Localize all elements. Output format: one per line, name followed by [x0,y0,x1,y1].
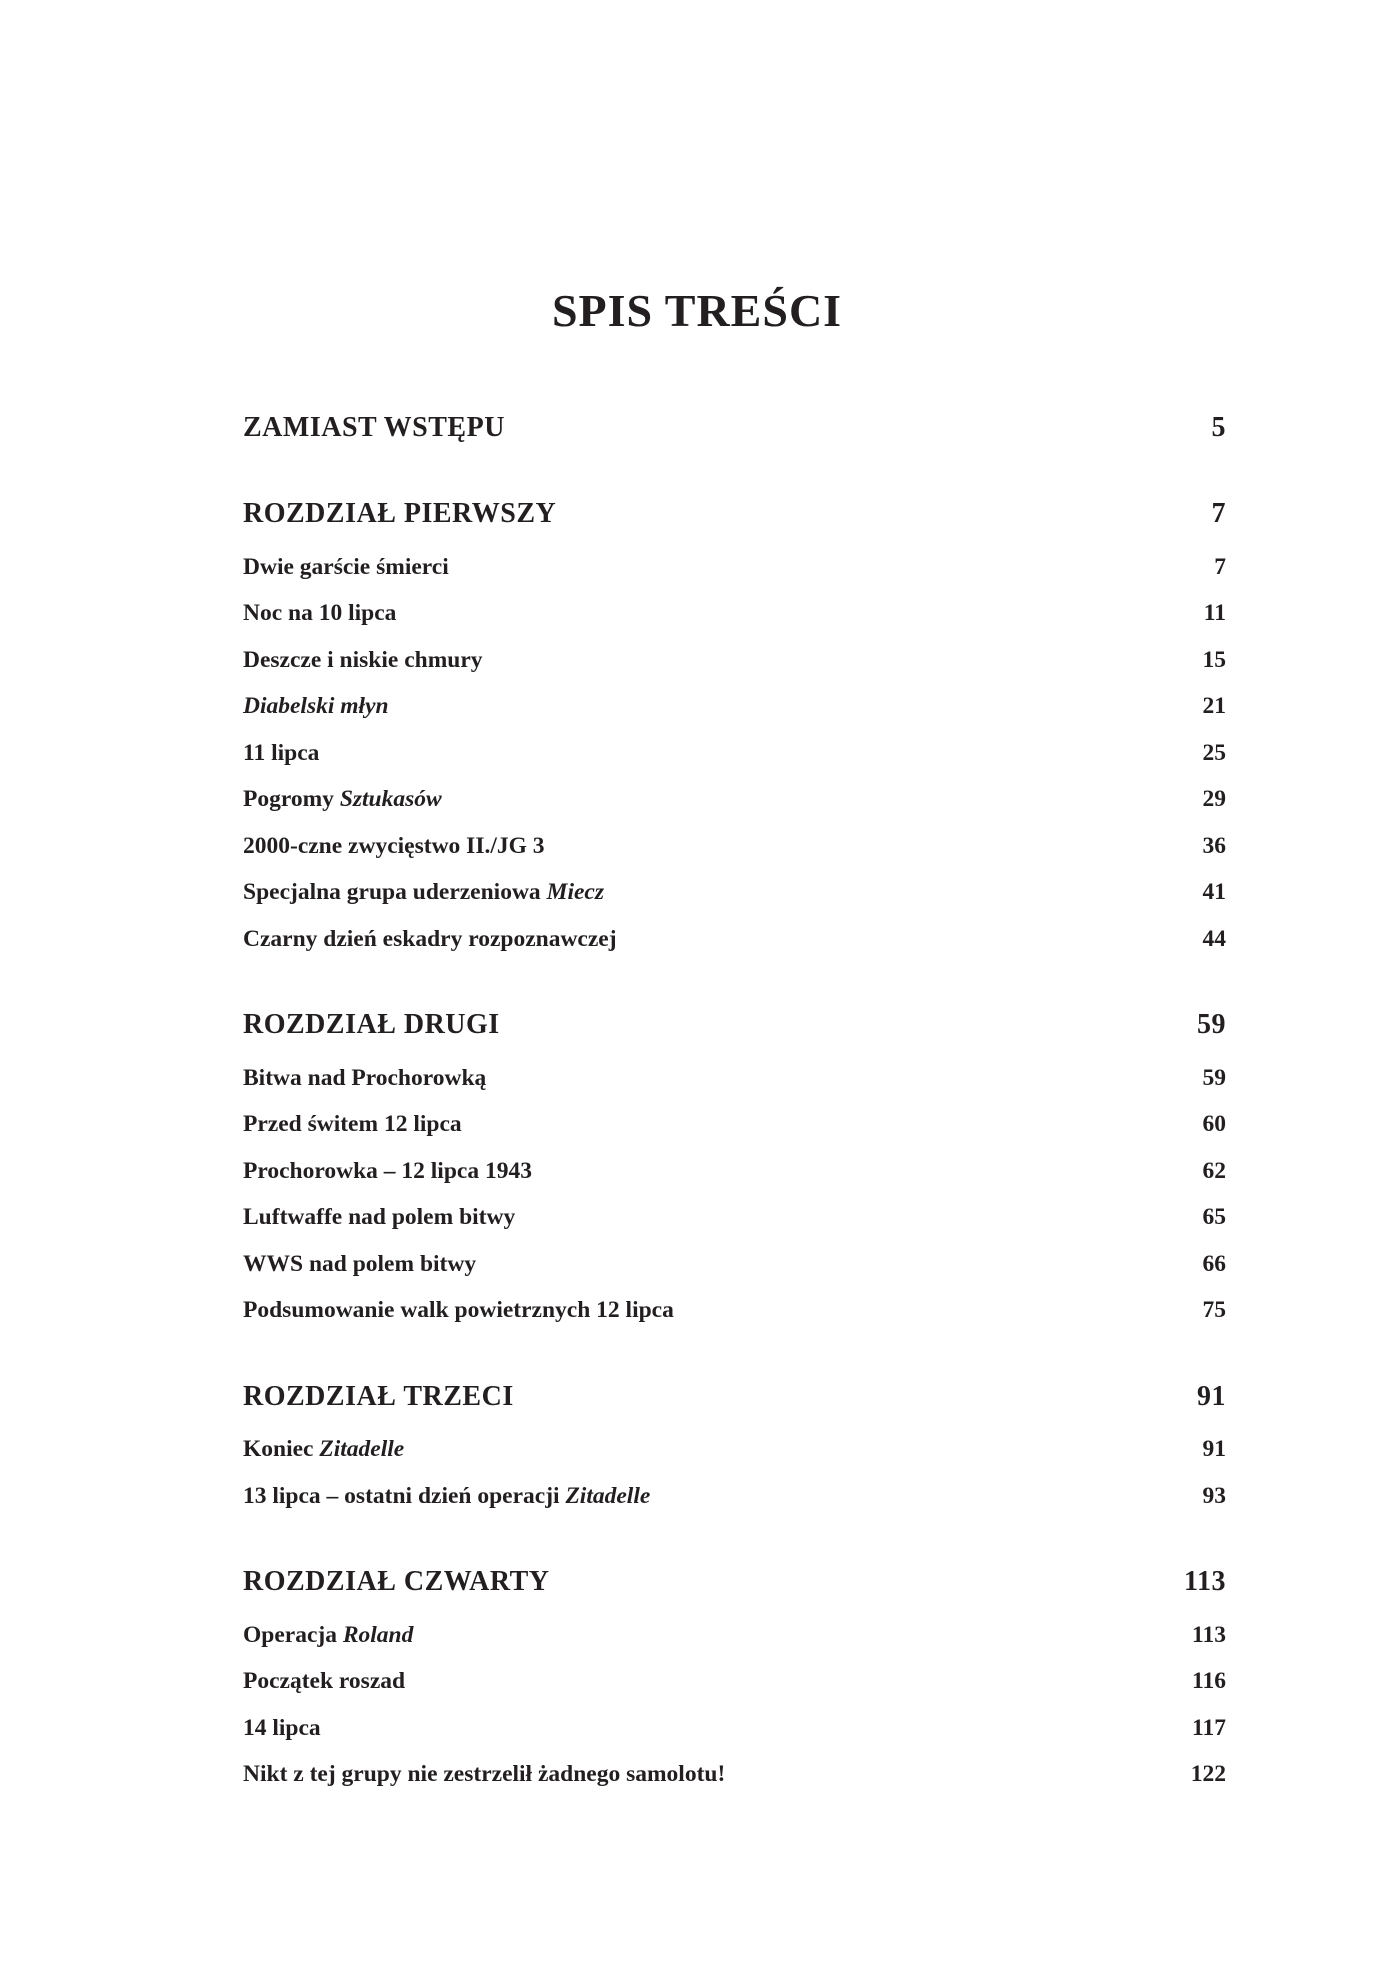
text-segment: Przed świtem 12 lipca [243,1111,462,1137]
toc-entry-title [243,1761,725,1788]
toc-entry [243,1105,1226,1145]
text-segment: Deszcze i niskie chmury [243,646,483,673]
toc-page-number: 15 [1202,646,1226,673]
text-segment: Operacja [243,1621,343,1648]
toc-chapter [243,1562,1226,1602]
text-segment: Dwie garście śmierci [243,553,449,580]
toc-entry [243,1615,1226,1655]
toc-entry-title [243,1436,404,1463]
text-segment: Czarny dzień eskadry rozpoznawczej [243,925,617,952]
text-segment: 11 lipca [243,739,320,766]
toc-entry [243,780,1226,820]
toc-page-number: 122 [1190,1761,1226,1787]
toc-page-number: 36 [1202,832,1226,859]
toc-page-number: 65 [1202,1204,1226,1230]
toc-page-number: 117 [1192,1714,1226,1741]
toc-chapter [243,1377,1226,1417]
toc-entry-title [243,693,389,720]
text-segment: WWS nad polem bitwy [243,1250,477,1277]
toc-entry-title [243,1381,514,1413]
toc-page-number: 62 [1202,1157,1226,1184]
page-title: SPIS TREŚCI [551,284,843,336]
toc-entry [243,919,1226,959]
text-segment: Początek roszad [243,1668,406,1694]
toc-page-number: 41 [1202,879,1226,905]
toc-entry [243,733,1226,773]
toc-page-number: 116 [1192,1668,1226,1694]
toc-chapter [243,494,1226,534]
toc-entry-title [243,926,617,953]
italic-segment: Zitadelle [565,1482,651,1509]
text-segment: ROZDZIAŁ CZWARTY [243,1566,550,1597]
toc-entry [243,1708,1226,1748]
toc-entry-title [243,412,505,444]
toc-entry-title [243,1566,550,1598]
toc-page-number: 25 [1202,739,1226,766]
text-segment: 13 lipca – ostatni dzień operacji [243,1482,566,1509]
text-segment: 2000-czne zwycięstwo II./JG 3 [243,832,545,859]
toc-entry-title [243,1251,476,1278]
toc-page-number: 11 [1203,600,1226,626]
toc-entry-title [243,1204,515,1231]
toc-entry-title [243,600,396,627]
text-segment: Nikt z tej grupy nie zestrzelił żadnego samolotu! [243,1761,726,1787]
italic-segment: Miecz [546,879,604,905]
italic-segment: Diabelski młyn [243,693,389,719]
text-segment: Koniec [243,1436,320,1462]
toc-chapter [243,408,1226,448]
text-segment: Specjalna grupa uderzeniowa [243,879,547,905]
toc-entry [243,873,1226,913]
toc-entry-title [243,786,442,813]
toc-entry [243,1476,1226,1516]
toc-page-number: 93 [1202,1482,1226,1509]
text-segment: ROZDZIAŁ PIERWSZY [243,498,557,529]
toc-entry [243,1151,1226,1191]
toc-entry-title [243,833,545,860]
italic-segment: Sztukasów [339,786,442,812]
toc-entry-title [243,1622,413,1649]
toc-entry [243,640,1226,680]
toc-page-number: 29 [1202,786,1226,812]
toc-entry [243,1198,1226,1238]
italic-segment: Roland [342,1621,414,1648]
toc-page-number: 91 [1202,1436,1226,1462]
toc-entry-title [243,879,604,906]
toc-chapter [243,1005,1226,1045]
toc-page-number: 91 [1197,1380,1226,1412]
text-segment: Prochorowka – 12 lipca 1943 [243,1157,532,1184]
toc-entry-title [243,498,556,530]
toc-entry-title [243,1668,405,1695]
toc-entry [243,1755,1226,1795]
italic-segment: Zitadelle [319,1436,405,1462]
text-segment: Pogromy [243,786,340,812]
toc-entry [243,1244,1226,1284]
toc-entry [243,594,1226,634]
text-segment: Noc na 10 lipca [243,600,397,626]
toc-entry-title [243,1158,532,1185]
text-segment: ZAMIAST WSTĘPU [243,412,505,443]
text-segment: ROZDZIAŁ DRUGI [243,1009,500,1040]
text-segment: 14 lipca [243,1714,321,1741]
toc-page-number: 44 [1202,925,1226,952]
toc-entry [243,547,1226,587]
toc-page-number: 7 [1214,553,1226,580]
toc-page-number: 75 [1202,1297,1226,1323]
text-segment: Luftwaffe nad polem bitwy [243,1204,516,1230]
toc-page-number: 21 [1202,693,1226,719]
toc-entry [243,826,1226,866]
text-segment: Podsumowanie walk powietrznych 12 lipca [243,1297,674,1323]
toc-entry [243,1291,1226,1331]
text-segment: ROZDZIAŁ TRZECI [243,1380,514,1412]
toc-page-number: 5 [1211,412,1226,443]
toc-entry-title [243,1009,500,1041]
toc-entry-title [243,554,449,581]
toc-page-number: 66 [1202,1250,1226,1277]
toc-entry-title [243,1297,674,1324]
toc-entry-title [243,1111,462,1138]
toc-entry [243,1430,1226,1470]
toc-entry [243,1662,1226,1702]
toc-entry-title [243,740,319,767]
toc-page-number: 59 [1202,1064,1226,1091]
toc-page-number: 113 [1192,1621,1226,1648]
toc-entry-title [243,647,483,674]
toc-entry-title [243,1715,321,1742]
text-segment: Bitwa nad Prochorowką [243,1064,487,1091]
toc-page-number: 113 [1184,1566,1226,1597]
toc-page-number: 7 [1211,498,1226,529]
toc-entry-title [243,1483,650,1510]
toc-entry-title [243,1065,486,1092]
toc-page-number: 59 [1197,1009,1226,1040]
toc-entry [243,687,1226,727]
toc-entry [243,1058,1226,1098]
toc-page-number: 60 [1202,1111,1226,1137]
